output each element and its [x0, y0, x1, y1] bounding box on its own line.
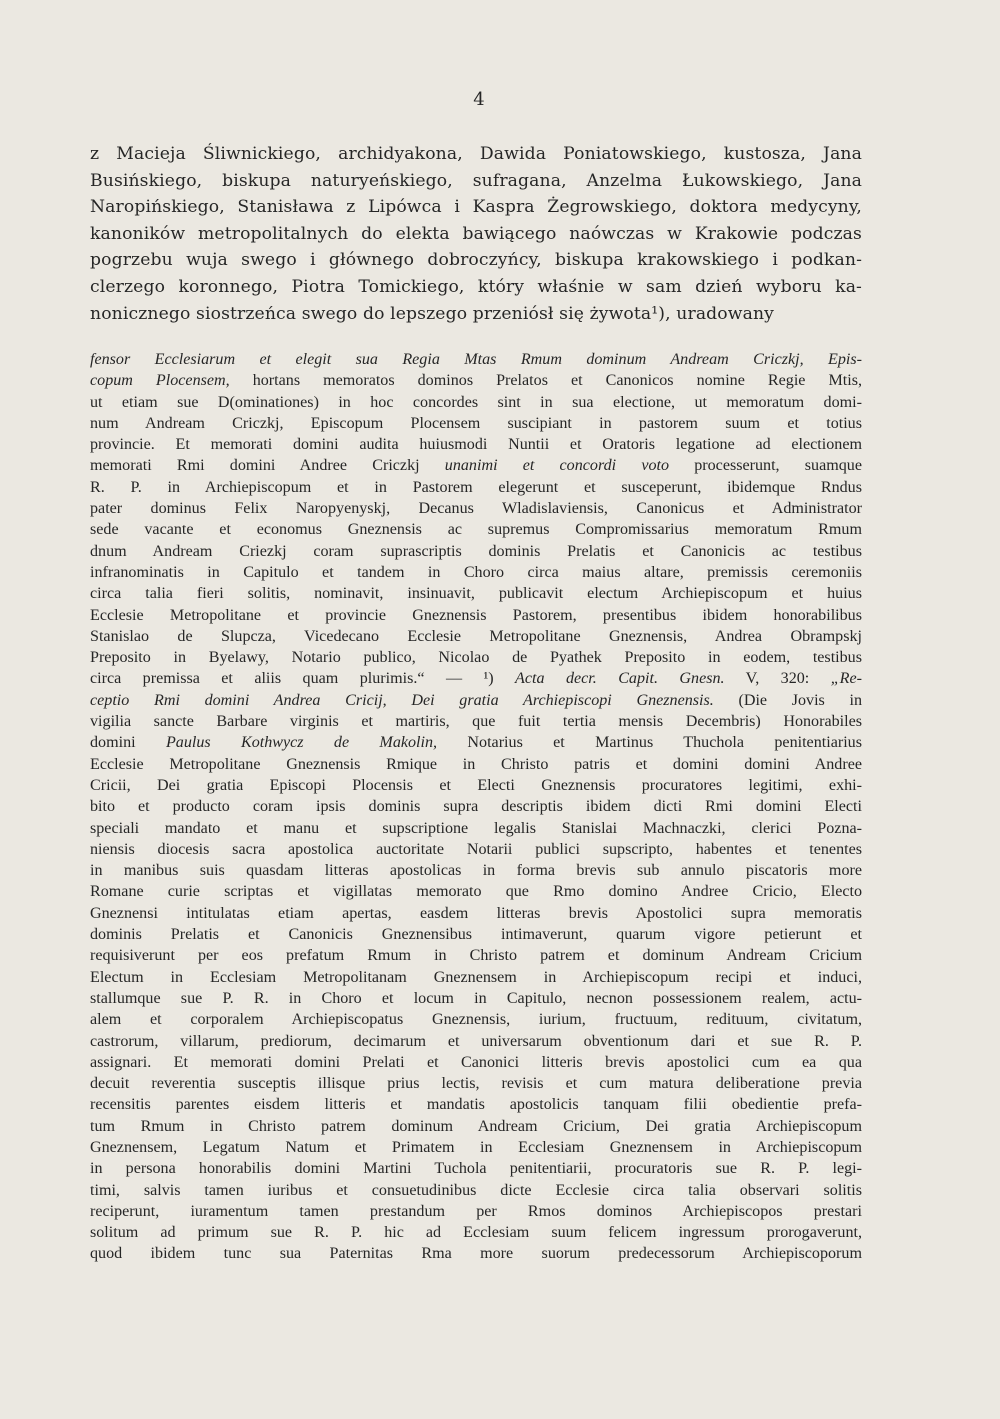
footnote-text: ut etiam sue D(ominationes) in hoc concordes sint in sua electione, ut memoratum domi- — [90, 393, 862, 411]
main-line: nonicznego siostrzeńca swego do lepszego przeniósł się żywota¹), uradowany — [90, 303, 774, 324]
footnote-block — [90, 349, 862, 1265]
main-line: pogrzebu wuja swego i głównego dobroczyńcy, biskupa krakowskiego i podkan- — [90, 250, 862, 271]
footnote-text: in manibus suis quasdam litteras apostolicas in forma brevis sub annulo piscatoris more — [90, 862, 862, 880]
footnote-line — [90, 839, 862, 860]
footnote-text: sede vacante et economus Gneznensis ac supremus Compromissarius memoratum Rmum — [90, 521, 862, 539]
footnote-line — [90, 392, 862, 413]
footnote-line — [90, 413, 862, 434]
footnote-line — [90, 541, 862, 562]
footnote-line — [90, 924, 862, 945]
footnote-line — [90, 668, 862, 689]
footnote-line — [90, 519, 862, 540]
footnote-line — [90, 1222, 862, 1243]
footnote-italic-text: Acta decr. Capit. Gnesn. — [515, 670, 725, 688]
footnote-text: V, 320: — [724, 670, 831, 688]
footnote-text: bito et producto coram ipsis dominis supra descriptis ibidem dicti Rmi domini Electi — [90, 798, 862, 816]
footnote-text: timi, salvis tamen iuribus et consuetudinibus dicte Ecclesie circa talia observari solitis — [90, 1181, 862, 1199]
main-line: z Macieja Śliwnickiego, archidyakona, Dawida Poniatowskiego, kustosza, Jana — [90, 144, 862, 164]
footnote-text: Preposito in Byelawy, Notario publico, Nicolao de Pyathek Preposito in eodem, testibus — [90, 649, 862, 667]
footnote-text: Cricii, Dei gratia Episcopi Plocensis et Electi Gneznensis procuratores legitimi, exhi- — [90, 776, 862, 794]
footnote-line — [90, 754, 862, 775]
footnote-text: in persona honorabilis domini Martini Tuchola penitentiarii, procuratoris sue R. P. legi- — [90, 1160, 862, 1178]
footnote-line — [90, 690, 862, 711]
footnote-text: circa premissa et aliis quam plurimis.“ — ¹) — [90, 670, 516, 688]
footnote-line — [90, 711, 862, 732]
footnote-line — [90, 1094, 862, 1115]
footnote-line — [90, 775, 862, 796]
footnote-line — [90, 881, 862, 902]
footnote-line — [90, 647, 862, 668]
footnote-line — [90, 818, 862, 839]
footnote-text: infranominatis in Capitulo et tandem in Choro circa maius altare, premissis ceremoniis — [90, 563, 862, 581]
main-line: Naropińskiego, Stanisława z Lipówca i Kaspra Żegrowskiego, doktora medycyny, — [90, 197, 862, 218]
footnote-line — [90, 903, 862, 924]
footnote-line — [90, 370, 862, 391]
footnote-line — [90, 945, 862, 966]
footnote-text: reciperunt, iuramentum tamen prestandum per Rmos dominos Archiepiscopos prestari — [90, 1202, 862, 1220]
footnote-text: requisiverunt per eos prefatum Rmum in Christo patrem et dominum Andream Cricium — [90, 947, 862, 965]
main-paragraph — [90, 141, 862, 327]
footnote-text: tum Rmum in Christo patrem dominum Andream Cricium, Dei gratia Archiepiscopum — [90, 1117, 862, 1135]
footnote-line — [90, 562, 862, 583]
footnote-line — [90, 1137, 862, 1158]
footnote-text: memorati Rmi domini Andree Criczkj — [90, 457, 445, 475]
footnote-italic-text: copum Plocensem, — [90, 372, 230, 390]
footnote-line — [90, 1052, 862, 1073]
footnote-line — [90, 988, 862, 1009]
footnote-line — [90, 732, 862, 753]
footnote-line — [90, 1009, 862, 1030]
footnote-italic-text: Paulus Kothwycz de Makolin, — [165, 734, 438, 752]
footnote-text: Electum in Ecclesiam Metropolitanam Gneznensem in Archiepiscopum recipi et induci, — [90, 968, 862, 986]
footnote-line — [90, 583, 862, 604]
footnote-line — [90, 349, 862, 370]
footnote-text: Romane curie scriptas et vigillatas memorato que Rmo domino Andree Cricio, Electo — [90, 883, 862, 901]
main-line: Busińskiego, biskupa naturyeńskiego, sufragana, Anzelma Łukowskiego, Jana — [90, 170, 862, 191]
footnote-text: dominis Prelatis et Canonicis Gneznensibus intimaverunt, quarum vigore petierunt et — [90, 926, 862, 944]
footnote-line — [90, 1073, 862, 1094]
footnote-italic-text: „Re- — [830, 670, 862, 688]
footnote-line — [90, 1031, 862, 1052]
footnote-text: processerunt, suamque — [669, 457, 862, 475]
main-line: kanoników metropolitalnych do elekta bawiącego naówczas w Krakowie podczas — [90, 223, 862, 244]
footnote-text: assignari. Et memorati domini Prelati et Canonici litteris brevis apostolici cum ea qua — [90, 1053, 862, 1071]
footnote-text: domini — [90, 734, 166, 752]
footnote-text: num Andream Criczkj, Episcopum Plocensem suscipiant in pastorem suum et totius — [90, 414, 862, 432]
footnote-line — [90, 1116, 862, 1137]
footnote-line — [90, 434, 862, 455]
footnote-italic-text: unanimi et concordi voto — [444, 457, 670, 475]
page-number: 4 — [473, 89, 485, 110]
main-line: clerzego koronnego, Piotra Tomickiego, który właśnie w sam dzień wyboru ka- — [90, 276, 862, 297]
footnote-line — [90, 1158, 862, 1179]
footnote-text: decuit reverentia susceptis illisque prius lectis, revisis et cum matura deliberatione previa — [90, 1075, 862, 1093]
footnote-text: dnum Andream Criezkj coram suprascriptis dominis Prelatis et Canonicis ac testibus — [90, 542, 862, 560]
footnote-line — [90, 477, 862, 498]
footnote-italic-text: ceptio Rmi domini Andrea Cricij, Dei gratia Archiepiscopi Gneznensis. — [90, 691, 714, 709]
footnote-line — [90, 498, 862, 519]
footnote-text: circa talia fieri solitis, nominavit, insinuavit, publicavit electum Archiepiscopum et huius — [90, 585, 862, 603]
footnote-italic-text: fensor Ecclesiarum et elegit sua Regia Mtas Rmum dominum Andream Criczkj, Epis- — [90, 351, 862, 368]
footnote-text: Gneznensem, Legatum Natum et Primatem in Ecclesiam Gneznensem in Archiepiscopum — [90, 1138, 862, 1156]
footnote-line — [90, 626, 862, 647]
footnote-line — [90, 455, 862, 476]
footnote-text: hortans memoratos dominos Prelatos et Canonicos nomine Regie Mtis, — [229, 372, 862, 390]
footnote-text: speciali mandato et manu et supscriptione legalis Stanislai Machnaczki, clerici Pozna- — [90, 819, 862, 837]
footnote-line — [90, 860, 862, 881]
footnote-line — [90, 1201, 862, 1222]
footnote-text: R. P. in Archiepiscopum et in Pastorem elegerunt et susceperunt, ibidemque Rndus — [90, 478, 862, 496]
footnote-text: stallumque sue P. R. in Choro et locum in Capitulo, necnon possessionem realem, actu- — [90, 989, 862, 1007]
footnote-text: Ecclesie Metropolitane et provincie Gneznensis Pastorem, presentibus ibidem honorabilibus — [90, 606, 862, 624]
footnote-text: castrorum, villarum, prediorum, decimarum et universarum obventionum dari et sue R. P. — [90, 1032, 862, 1050]
footnote-line — [90, 1243, 862, 1264]
footnote-text: Stanislao de Slupcza, Vicedecano Ecclesie Metropolitane Gneznensis, Andrea Obrampskj — [90, 627, 862, 645]
footnote-line — [90, 796, 862, 817]
footnote-text: niensis diocesis sacra apostolica auctoritate Notarii publici supscripto, habentes et tenentes — [90, 840, 862, 858]
footnote-text: Ecclesie Metropolitane Gneznensis Rmique in Christo patris et domini domini Andree — [90, 755, 862, 773]
footnote-text: alem et corporalem Archiepiscopatus Gneznensis, iurium, fructuum, redituum, civitatum, — [90, 1011, 862, 1029]
footnote-text: pater dominus Felix Naropyenyskj, Decanus Wladislaviensis, Canonicus et Administrator — [90, 500, 862, 518]
footnote-text: provincie. Et memorati domini audita huiusmodi Nuntii et Oratoris legatione ad electionem — [90, 436, 862, 454]
footnote-text: (Die Jovis in — [713, 691, 863, 709]
footnote-text: vigilia sancte Barbare virginis et martiris, que fuit tertia mensis Decembris) Honorabiles — [90, 713, 862, 731]
footnote-text: Notarius et Martinus Thuchola penitentiarius — [437, 734, 862, 752]
footnote-text: quod ibidem tunc sua Paternitas Rma more suorum predecessorum Archiepiscoporum — [90, 1245, 862, 1263]
footnote-line — [90, 605, 862, 626]
footnote-line — [90, 1180, 862, 1201]
footnote-text: solitum ad primum sue R. P. hic ad Ecclesiam suum felicem ingressum prorogaverunt, — [90, 1224, 862, 1242]
footnote-line — [90, 967, 862, 988]
footnote-text: recensitis parentes eisdem litteris et mandatis apostolicis tanquam filii obedientie prefa- — [90, 1096, 862, 1114]
footnote-text: Gneznensi intitulatas etiam apertas, easdem litteras brevis Apostolici supra memoratis — [90, 904, 862, 922]
